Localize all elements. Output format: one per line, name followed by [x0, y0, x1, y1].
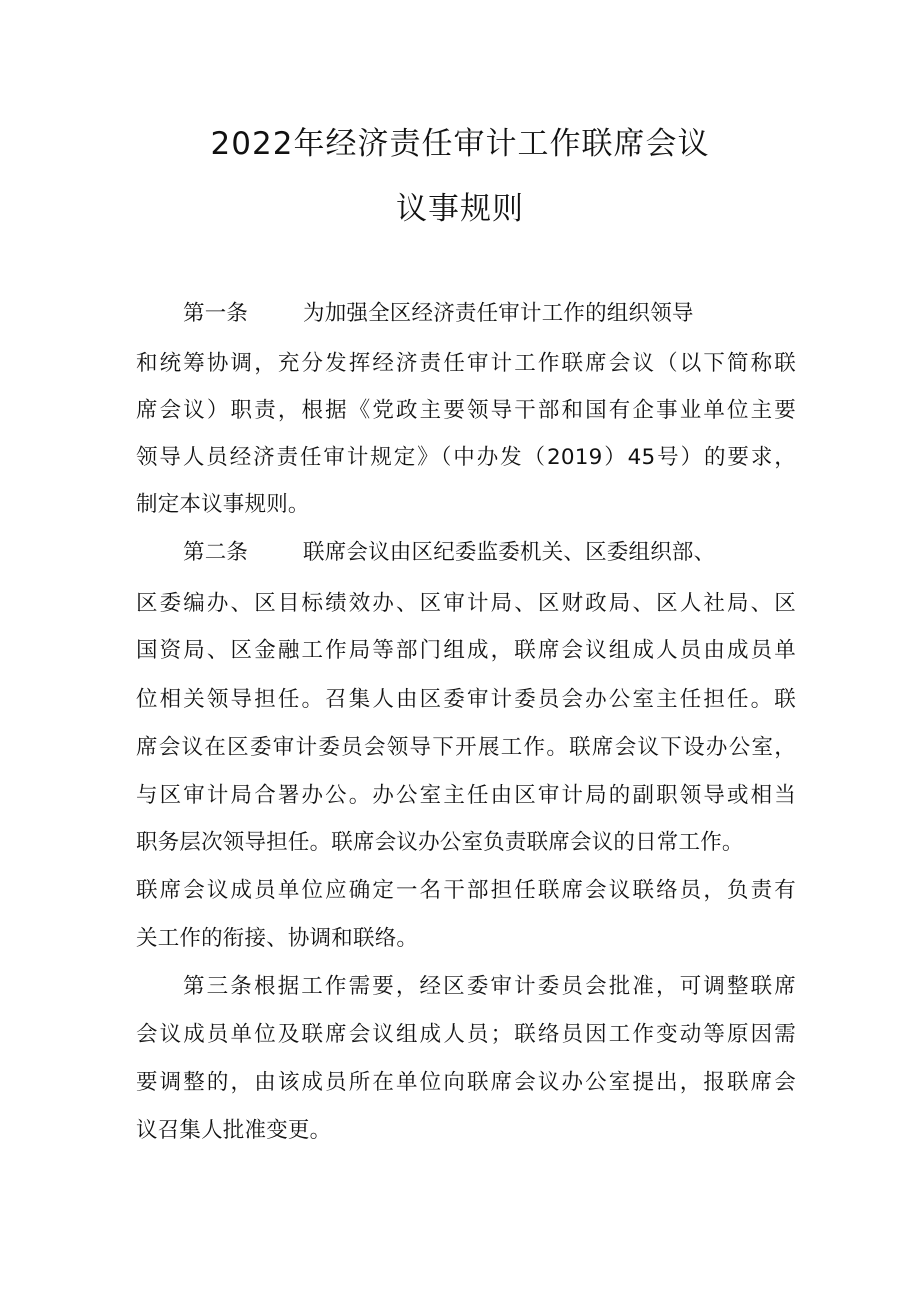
article-2-line: 职务层次领导担任。联席会议办公室负责联席会议的日常工作。 [136, 830, 744, 855]
article-1-line: 和统筹协调，充分发挥经济责任审计工作联席会议（以下简称联 [136, 351, 796, 376]
document-title: 2022年经济责任审计工作联席会议 [210, 126, 710, 162]
article-2-line: 联席会议成员单位应确定一名干部担任联席会议联络员，负责有 [136, 878, 796, 903]
document-subtitle: 议事规则 [396, 191, 524, 227]
article-1-line: 席会议）职责，根据《党政主要领导干部和国有企事业单位主要 [136, 398, 796, 423]
article-3-line: 议召集人批准变更。 [136, 1118, 332, 1143]
article-1-line: 领导人员经济责任审计规定》（中办发（2019）45号）的要求， [136, 445, 796, 470]
article-2-line: 位相关领导担任。召集人由区委审计委员会办公室主任担任。联 [136, 687, 796, 712]
article-3-line: 要调整的，由该成员所在单位向联席会议办公室提出，报联席会 [136, 1070, 796, 1095]
article-2-heading: 第二条 [183, 540, 249, 565]
article-2-line: 关工作的衔接、协调和联络。 [136, 926, 419, 951]
article-2-line: 与区审计局合署办公。办公室主任由区审计局的副职领导或相当 [136, 783, 796, 808]
article-2-line: 席会议在区委审计委员会领导下开展工作。联席会议下设办公室， [136, 735, 796, 760]
article-2-line: 区委编办、区目标绩效办、区审计局、区财政局、区人社局、区 [136, 591, 796, 616]
article-2-first-line [183, 538, 843, 568]
article-1-line: 为加强全区经济责任审计工作的组织领导 [303, 301, 694, 326]
article-2-line: 国资局、区金融工作局等部门组成，联席会议组成人员由成员单 [136, 638, 796, 663]
article-1-first-line [183, 299, 843, 329]
article-1-line: 制定本议事规则。 [136, 492, 310, 517]
article-3-line: 会议成员单位及联席会议组成人员；联络员因工作变动等原因需 [136, 1022, 796, 1047]
article-1-heading: 第一条 [183, 301, 249, 326]
article-3-first-line: 第三条根据工作需要，经区委审计委员会批准，可调整联席 [183, 974, 796, 999]
article-2-line: 联席会议由区纪委监委机关、区委组织部、 [303, 540, 716, 565]
